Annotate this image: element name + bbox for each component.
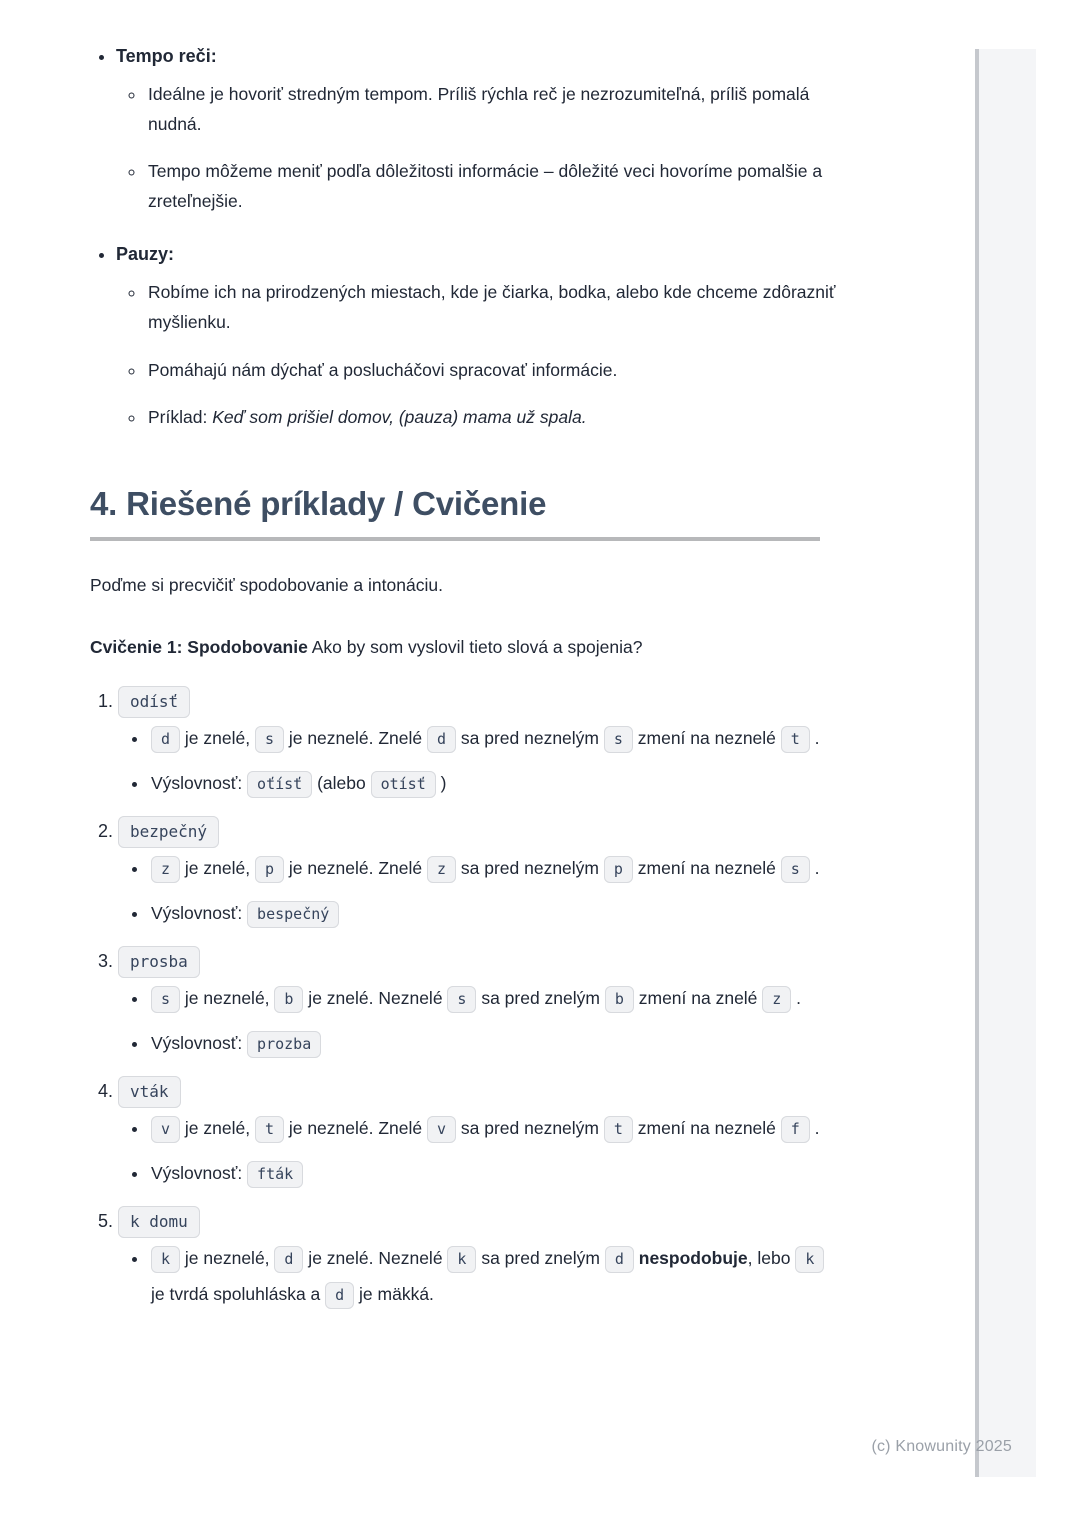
code-chip: t [781, 726, 810, 753]
exercise-bullet [149, 721, 838, 757]
text-run: (alebo [312, 773, 371, 794]
text-run: Pomáhajú nám dýchať a poslucháčovi spracovať informácie. [148, 359, 618, 380]
note-subitem [146, 79, 838, 139]
word-chip: vták [118, 1076, 181, 1108]
text-run: Robíme ich na prirodzených miestach, kde je čiarka, bodka, alebo kde chceme zdôrazniť myšlienku. [148, 282, 836, 333]
code-chip: d [605, 1246, 634, 1273]
code-chip: d [274, 1246, 303, 1273]
bold-text: nespodobuje [638, 1248, 748, 1269]
text-run: je neznelé, [180, 1248, 275, 1269]
text-run: Ideálne je hovoriť stredným tempom. Príliš rýchla reč je nezrozumiteľná, príliš pomalá nudná. [148, 84, 810, 135]
text-run: Tempo môžeme meniť podľa dôležitosti informácie – dôležité veci hovoríme pomalšie a zreteľnejšie. [148, 161, 823, 212]
text-run: sa pred neznelým [456, 858, 604, 879]
note-subitem [146, 156, 838, 216]
code-chip: otísť [371, 771, 436, 798]
note-sublist [116, 79, 838, 216]
text-run: ) [435, 773, 447, 794]
code-chip: k [795, 1246, 824, 1273]
code-chip: z [151, 856, 180, 883]
intro-paragraph: Poďme si precvičiť spodobovanie a intonáciu. [90, 575, 443, 596]
code-chip: z [762, 986, 791, 1013]
exercise-bullets [118, 721, 838, 802]
text-run: je neznelé. Znelé [283, 1118, 427, 1139]
code-chip: s [447, 986, 476, 1013]
code-chip: v [151, 1116, 180, 1143]
note-group [116, 244, 838, 431]
text-run: je znelé, [180, 1118, 255, 1139]
note-title: Tempo reči: [116, 46, 217, 66]
exercise-item [118, 1211, 838, 1313]
exercise-bullet [149, 1026, 838, 1062]
code-chip: bespečný [247, 901, 339, 928]
code-chip: p [604, 856, 633, 883]
exercise-bullet [149, 1241, 838, 1313]
code-chip: s [781, 856, 810, 883]
exercise-title [90, 633, 838, 661]
text-run: sa pred neznelým [456, 728, 604, 749]
text-run: je mäkká. [354, 1284, 434, 1305]
exercise-bullet [149, 981, 838, 1017]
text-run: , lebo [747, 1248, 796, 1269]
code-chip: d [151, 726, 180, 753]
code-chip: t [604, 1116, 633, 1143]
exercise-item [118, 951, 838, 1062]
text-run: . [809, 1118, 820, 1139]
exercise-bullet [149, 1111, 838, 1147]
code-chip: prozba [247, 1031, 321, 1058]
text-run: sa pred znelým [476, 1248, 605, 1269]
note-title: Pauzy: [116, 244, 175, 265]
code-chip: b [274, 986, 303, 1013]
section-divider [90, 537, 820, 541]
code-chip: s [151, 986, 180, 1013]
text-run: zmení na neznelé [632, 728, 781, 749]
notes-list [90, 46, 838, 432]
text-run: je tvrdá spoluhláska a [151, 1284, 326, 1305]
text-run: Výslovnosť: [151, 903, 248, 924]
note-sublist [116, 277, 838, 431]
text-run: . [809, 858, 820, 879]
exercise-item [118, 821, 838, 932]
code-chip: k [151, 1246, 180, 1273]
exercise-item [118, 691, 838, 802]
exercise-bullet [149, 851, 838, 887]
text-run: zmení na znelé [633, 988, 763, 1009]
text-run: Výslovnosť: [151, 1163, 248, 1184]
word-chip: k domu [118, 1206, 200, 1238]
code-chip: k [447, 1246, 476, 1273]
exercise-bullets [118, 1111, 838, 1192]
code-chip: z [427, 856, 456, 883]
note-group [116, 46, 838, 216]
text-run: zmení na neznelé [632, 858, 781, 879]
text-run: je znelé. Neznelé [303, 988, 448, 1009]
page-edge-strip [975, 49, 1036, 1477]
exercise-title-bold: Cvičenie 1: Spodobovanie [90, 637, 308, 658]
code-chip: v [427, 1116, 456, 1143]
text-run: sa pred znelým [476, 988, 605, 1009]
text-run: . [809, 728, 820, 749]
text-run: Výslovnosť: [151, 773, 248, 794]
exercise-bullets [118, 851, 838, 932]
exercise-bullet [149, 896, 838, 932]
note-subitem [146, 402, 838, 432]
code-chip: fták [247, 1161, 303, 1188]
exercise-list [90, 691, 838, 1313]
text-run: zmení na neznelé [632, 1118, 781, 1139]
section-heading: 4. Riešené príklady / Cvičenie [90, 484, 547, 522]
text-run: je neznelé. Znelé [283, 728, 427, 749]
code-chip: s [604, 726, 633, 753]
code-chip: f [781, 1116, 810, 1143]
code-chip: s [255, 726, 284, 753]
exercise-item [118, 1081, 838, 1192]
code-chip: t [255, 1116, 284, 1143]
text-run: Príklad: [148, 406, 213, 427]
exercise-title-rest: Ako by som vyslovil tieto slová a spojenia? [307, 637, 643, 658]
exercise-bullets [118, 981, 838, 1062]
exercise-bullet [149, 1156, 838, 1192]
exercise-bullet [149, 766, 838, 802]
word-chip: odísť [118, 686, 190, 718]
note-subitem [146, 277, 838, 337]
code-chip: oťísť [247, 771, 312, 798]
exercise-bullets [118, 1241, 838, 1313]
text-run: je znelé, [180, 858, 255, 879]
code-chip: d [325, 1282, 354, 1309]
text-run: je znelé. Neznelé [303, 1248, 448, 1269]
text-run: sa pred neznelým [456, 1118, 604, 1139]
watermark: (c) Knowunity 2025 [871, 1438, 1012, 1455]
word-chip: prosba [118, 946, 200, 978]
text-run: . [791, 988, 802, 1009]
text-run: je neznelé, [180, 988, 275, 1009]
text-run: je znelé, [180, 728, 255, 749]
italic-text: Keď som prišiel domov, (pauza) mama už spala. [212, 406, 587, 427]
code-chip: d [427, 726, 456, 753]
word-chip: bezpečný [118, 816, 219, 848]
note-subitem [146, 355, 838, 385]
document-page [90, 46, 838, 1332]
code-chip: b [605, 986, 634, 1013]
text-run: Výslovnosť: [151, 1033, 248, 1054]
code-chip: p [255, 856, 284, 883]
text-run: je neznelé. Znelé [283, 858, 427, 879]
